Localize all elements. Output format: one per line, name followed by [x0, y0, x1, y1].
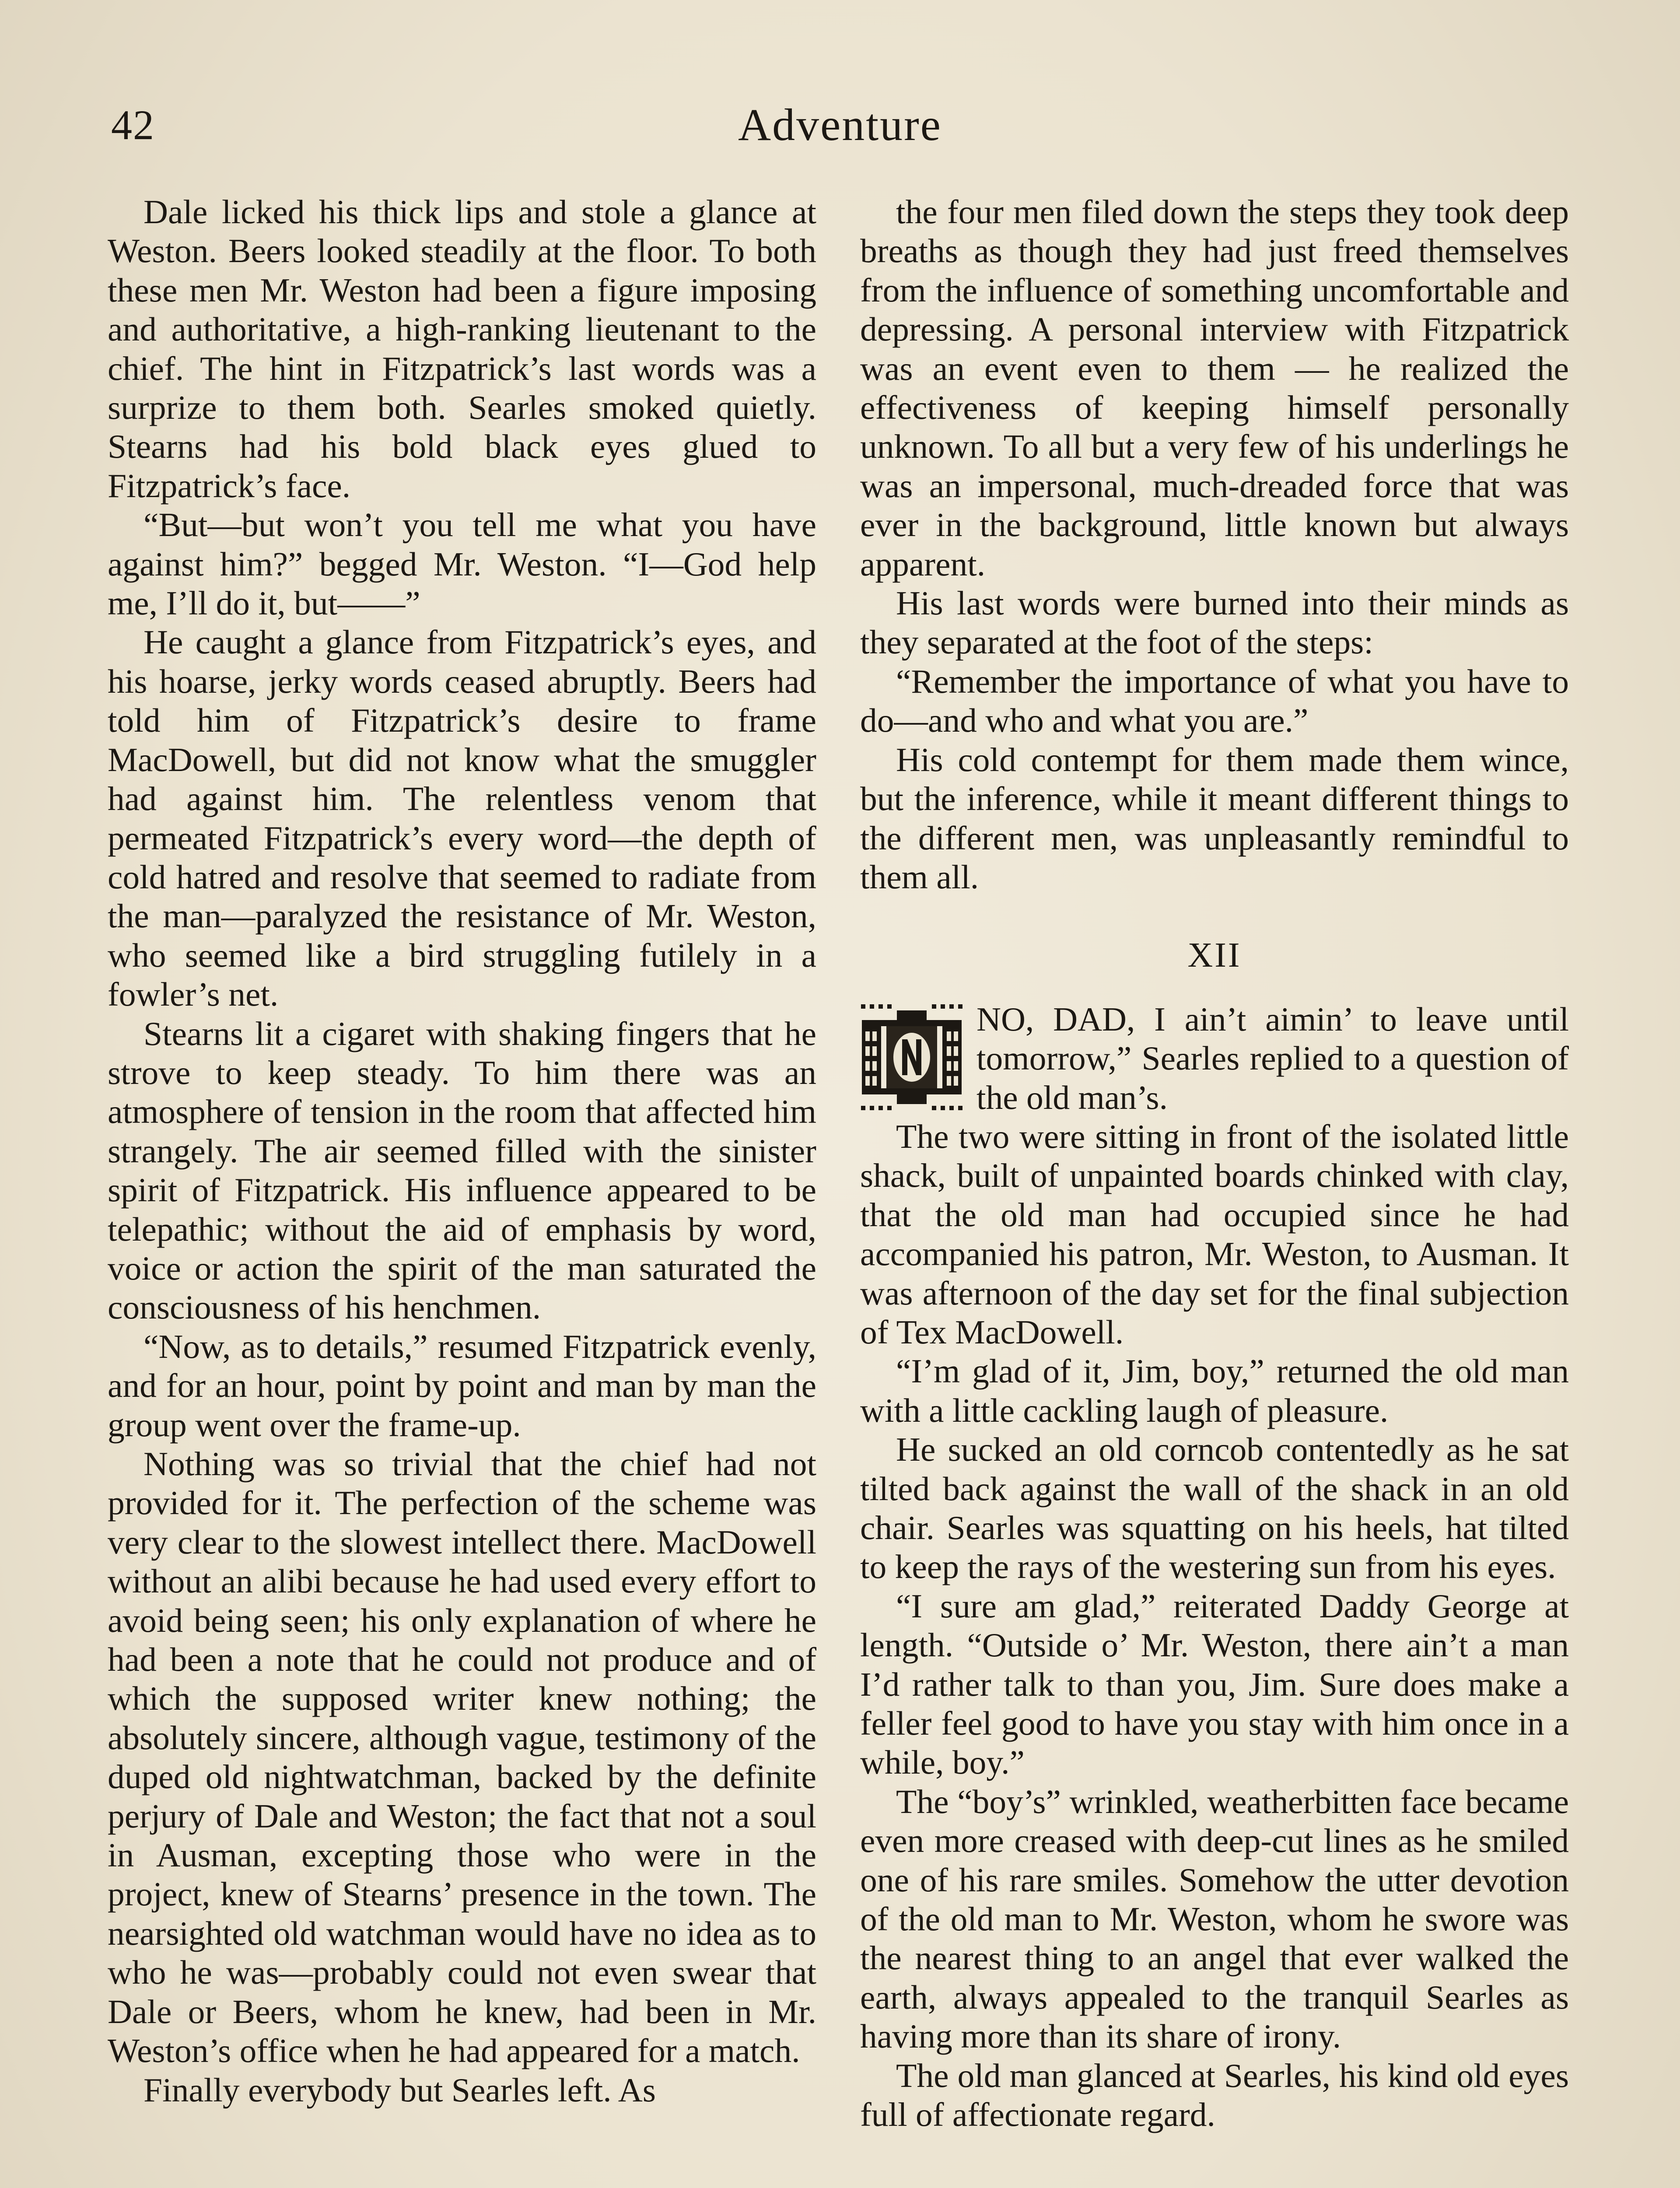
paragraph: the four men filed down the steps they took deep breaths as though they had just freed themselves from the influence of something uncomfortable and depressing. A personal interview with Fitzpatrick was an event even to them — he realized the effectiveness of keeping himself personally unknown. To all but a very few of his underlings he was an impersonal, much-dreaded force that was ever in the background, little known but always apparent. — [860, 193, 1569, 583]
left-column — [108, 193, 816, 2110]
paragraph: “Remember the importance of what you have to do—and who and what you are.” — [860, 662, 1569, 740]
page-number: 42 — [111, 102, 155, 148]
section-heading: XII — [1187, 936, 1242, 975]
paragraph: Nothing was so trivial that the chief had not provided for it. The perfection of the scheme was very clear to the slowest intellect there. MacDowell without an alibi because he had used every effort to avoid being seen; his only explanation of where he had been a note that he could not produce and of which the supposed writer knew nothing; the absolutely sincere, although vague, testimony of the duped old nightwatchman, backed by the definite perjury of Dale and Weston; the fact that not a soul in Ausman, excepting those who were in the project, knew of Stearns’ presence in the town. The nearsighted old watchman would have no idea as to who he was—probably could not even swear that Dale or Beers, whom he knew, had been in Mr. Weston’s office when he had appeared for a match. — [108, 1445, 816, 2070]
right-column — [860, 193, 1569, 2135]
paragraph: His last words were burned into their minds as they separated at the foot of the steps: — [860, 584, 1569, 661]
paragraph: “But—but won’t you tell me what you have against him?” begged Mr. Weston. “I—God help me, I’ll do it, but——” — [108, 506, 816, 622]
paragraph: Finally everybody but Searles left. As — [144, 2071, 656, 2109]
paragraph: The two were sitting in front of the isolated little shack, built of unpainted boards chinked with clay, that the old man had occupied since he had accompanied his patron, Mr. Weston, to Ausman. It was afternoon of the day set for the final subjection of Tex MacDowell. — [860, 1117, 1569, 1351]
paragraph: His cold contempt for them made them wince, but the inference, while it meant different things to the different men, was unpleasantly remindful to them all. — [860, 740, 1569, 896]
paragraph: He caught a glance from Fitzpatrick’s eyes, and his hoarse, jerky words ceased abruptly. Beers had told him of Fitzpatrick’s desire to frame MacDowell, but did not know what the smuggler had against him. The relentless venom that permeated Fitzpatrick’s every word—the depth of cold hatred and resolve that seemed to radiate from the man—paralyzed the resistance of Mr. Weston, who seemed like a bird struggling futilely in a fowler’s net. — [108, 623, 816, 1013]
paragraph: Stearns lit a cigaret with shaking fingers that he strove to keep steady. To him there was an atmosphere of tension in the room that affected him strangely. The air seemed filled with the sinister spirit of Fitzpatrick. His influence appeared to be telepathic; without the aid of emphasis by word, voice or action the spirit of the man saturated the consciousness of his henchmen. — [108, 1014, 816, 1326]
paragraph: “I’m glad of it, Jim, boy,” returned the old man with a little cackling laugh of pleasure. — [860, 1352, 1569, 1429]
magazine-title: Adventure — [738, 100, 942, 150]
paragraph: Dale licked his thick lips and stole a glance at Weston. Beers looked steadily at the floor. To both these men Mr. Weston had been a figure imposing and authoritative, a high-ranking lieutenant to the chief. The hint in Fitzpatrick’s last words was a surprize to them both. Searles smoked quietly. Stearns had his bold black eyes glued to Fitzpatrick’s face. — [108, 193, 816, 505]
page-header — [105, 96, 1575, 153]
dropcap-paragraph-text: NO, DAD, I ain’t aimin’ to leave until tomorrow,” Searles replied to a question of the old man’s. — [976, 1000, 1569, 1116]
paragraph: “I sure am glad,” reiterated Daddy George at length. “Outside o’ Mr. Weston, there ain’t a man I’d rather talk to than you, Jim. Sure does make a feller feel good to have you stay with him once in a while, boy.” — [860, 1587, 1569, 1781]
paragraph: “Now, as to details,” resumed Fitzpatrick evenly, and for an hour, point by point and man by man the group went over the frame-up. — [108, 1327, 816, 1444]
paragraph: The old man glanced at Searles, his kind old eyes full of affectionate regard. — [860, 2056, 1569, 2134]
paragraph: He sucked an old corncob contentedly as he sat tilted back against the wall of the shack in an old chair. Searles was squatting on his heels, hat tilted to keep the rays of the westering sun from his eyes. — [860, 1431, 1569, 1586]
dropcap-paragraph — [860, 1000, 1569, 1117]
paragraph: The “boy’s” wrinkled, weatherbitten face became even more creased with deep-cut lines as he smiled one of his rare smiles. Somehow the utter devotion of the old man to Mr. Weston, whom he swore was the nearest thing to an angel that ever walked the earth, always appealed to the tranquil Searles as having more than its share of irony. — [860, 1782, 1569, 2055]
ornamental-initial-icon — [860, 1003, 963, 1112]
